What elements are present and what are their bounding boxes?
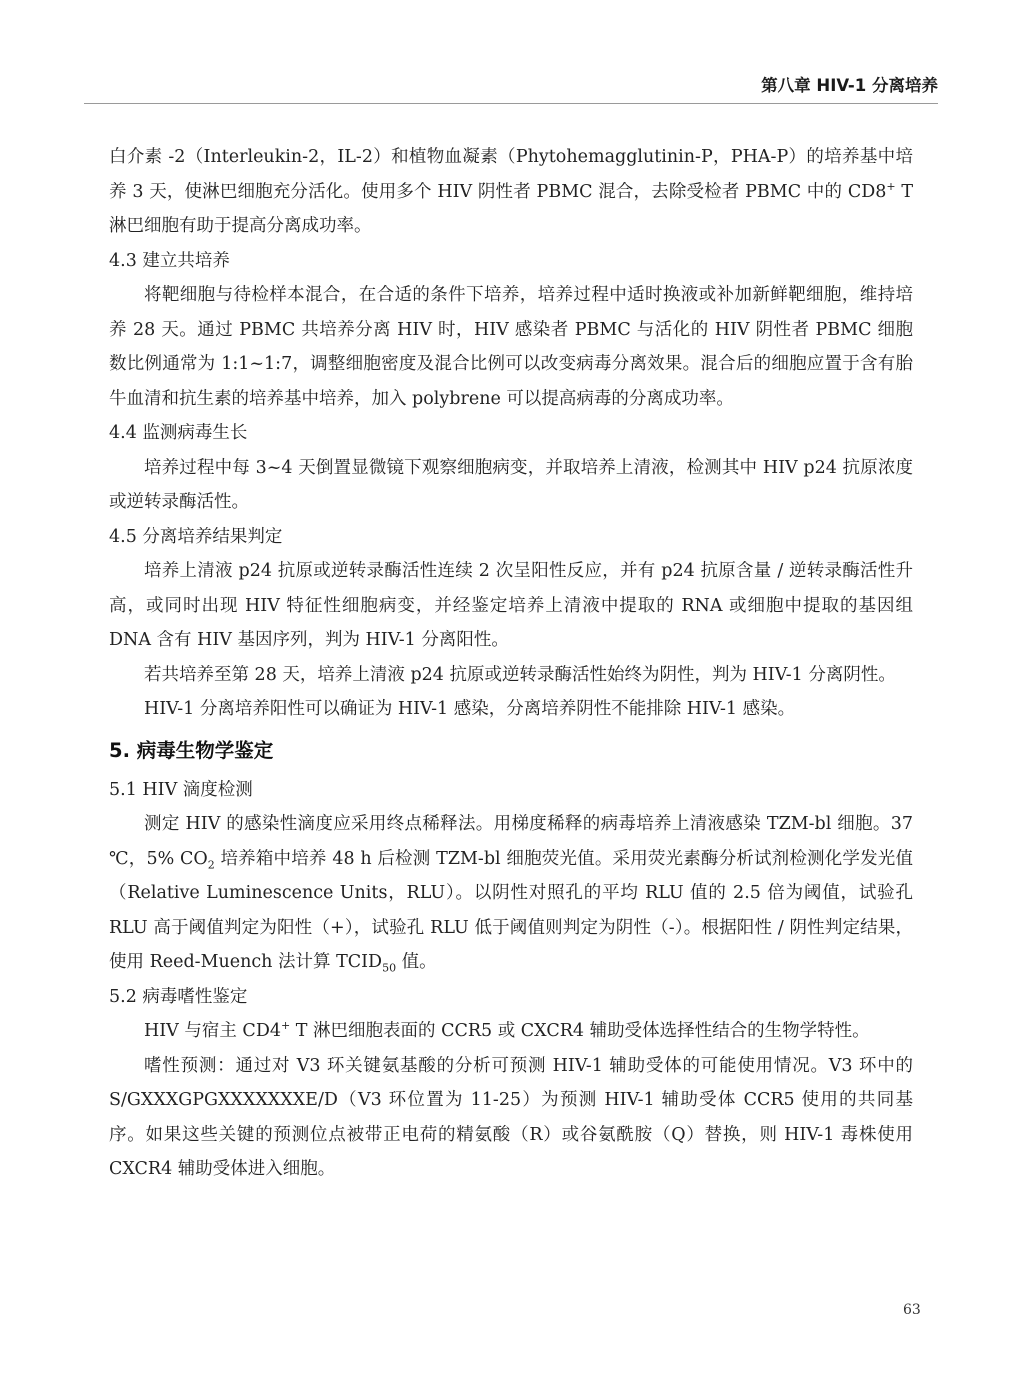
paragraph-4-3: 将靶细胞与待检样本混合，在合适的条件下培养，培养过程中适时换液或补加新鲜靶细胞，维持培养 28 天。通过 PBMC 共培养分离 HIV 时，HIV 感染者 PBMC 与活化的 HIV 阴性者 PBMC 细胞数比例通常为 1:1~1:7，调整细胞密度及混合比例可以改变病毒分离效果。混合后的细胞应置于含有胎牛血清和抗生素的培养基中培养，加入 polybrene 可以提高病毒的分离成功率。 [109, 285, 913, 409]
paragraph-4-4: 培养过程中每 3~4 天倒置显微镜下观察细胞病变，并取培养上清液，检测其中 HIV p24 抗原浓度或逆转录酶活性。 [109, 457, 913, 512]
paragraph-5-2-a: HIV 与宿主 CD4+ T 淋巴细胞表面的 CCR5 或 CXCR4 辅助受体选择性结合的生物学特性。 [144, 1019, 870, 1041]
subheading-4-3: 4.3 建立共培养 [109, 250, 230, 271]
header-rule [84, 103, 938, 104]
paragraph-4-5-c: HIV-1 分离培养阳性可以确证为 HIV-1 感染，分离培养阴性不能排除 HIV-1 感染。 [144, 699, 796, 719]
subheading-4-4: 4.4 监测病毒生长 [109, 423, 248, 443]
paragraph-5-1: 测定 HIV 的感染性滴度应采用终点稀释法。用梯度稀释的病毒培养上清液感染 TZM-bl 细胞。37 ℃，5% $CO_2$ 培养箱中培养 48 h 后检测 TZM-bl 细胞荧光值。采用荧光素酶分析试剂检测化学发光值（Relative Luminescence Units，RLU）。以阴性对照孔的平均 RLU 值的 2.5 倍为阈值，试验孔 RLU 高于阈值判定为阳性（+），试验孔 RLU 低于阈值则判定为阴性（-）。根据阳性 / 阴性判定结果，使用 Reed-Muench 法计算 $TCID_{50}$ 值。 [109, 814, 913, 975]
chapter-header: 第八章 HIV-1 分离培养 [761, 76, 938, 95]
subheading-5-2: 5.2 病毒嗜性鉴定 [109, 986, 248, 1007]
paragraph-5-2-b: 嗜性预测：通过对 V3 环关键氨基酸的分析可预测 HIV-1 辅助受体的可能使用情况。V3 环中的 S/GXXXGPGXXXXXXXE/D（V3 环位置为 11-25）为预测 HIV-1 辅助受体 CCR5 使用的共同基序。如果这些关键的预测位点被带正电荷的精氨酸（R）或谷氨酰胺（Q）替换，则 HIV-1 毒株使用 CXCR4 辅助受体进入细胞。 [109, 1055, 913, 1179]
page-body [109, 140, 913, 1187]
subheading-5-1: 5.1 HIV 滴度检测 [109, 779, 253, 800]
page-number: 63 [903, 1302, 921, 1318]
paragraph-4-5-b: 若共培养至第 28 天，培养上清液 p24 抗原或逆转录酶活性始终为阴性，判为 HIV-1 分离阴性。 [144, 664, 896, 685]
paragraph-4-5-a: 培养上清液 p24 抗原或逆转录酶活性连续 2 次呈阳性反应，并有 p24 抗原含量 / 逆转录酶活性升高，或同时出现 HIV 特征性细胞病变，并经鉴定培养上清液中提取的 RNA 或细胞中提取的基因组 DNA 含有 HIV 基因序列，判为 HIV-1 分离阳性。 [109, 561, 913, 650]
subheading-4-5: 4.5 分离培养结果判定 [109, 526, 283, 547]
paragraph-il2: 白介素 -2（Interleukin-2，IL-2）和植物血凝素（Phytohemagglutinin-P，PHA-P）的培养基中培养 3 天，使淋巴细胞充分活化。使用多个 HIV 阴性者 PBMC 混合，去除受检者 PBMC 中的 CD8+ T 淋巴细胞有助于提高分离成功率。 [109, 147, 913, 236]
section-heading-5: 5. 病毒生物学鉴定 [109, 738, 274, 762]
